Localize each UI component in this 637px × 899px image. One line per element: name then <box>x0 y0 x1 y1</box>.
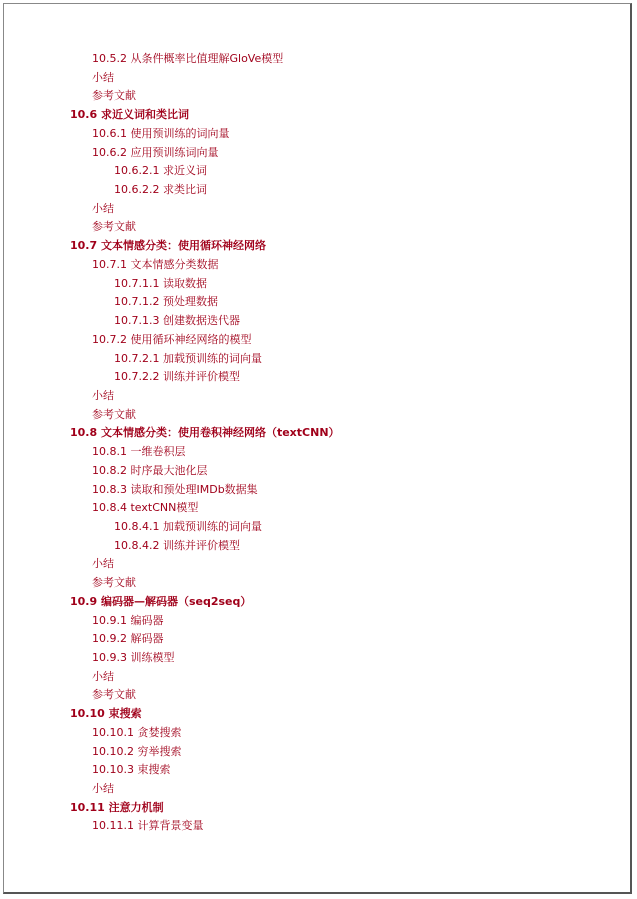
toc-subsection-link[interactable]: 小结 <box>92 557 114 571</box>
toc-section-link[interactable]: 10.10 束搜索 <box>70 707 142 721</box>
table-of-contents <box>4 50 630 836</box>
toc-subsubsection-link[interactable]: 10.7.1.1 读取数据 <box>114 276 207 290</box>
toc-subsection-link[interactable]: 10.7.2 使用循环神经网络的模型 <box>92 332 252 346</box>
toc-subsection-link[interactable]: 参考文献 <box>92 407 136 421</box>
toc-subsection-link[interactable]: 10.10.3 束搜索 <box>92 763 171 777</box>
toc-subsection-link[interactable]: 小结 <box>92 669 114 683</box>
toc-section-link[interactable]: 10.6 求近义词和类比词 <box>70 108 189 122</box>
toc-subsection-link[interactable]: 10.8.1 一维卷积层 <box>92 445 186 459</box>
document-page <box>3 3 632 894</box>
toc-subsection-link[interactable]: 参考文献 <box>92 220 136 234</box>
toc-subsection-link[interactable]: 10.10.1 贪婪搜索 <box>92 725 182 739</box>
toc-subsection-link[interactable]: 参考文献 <box>92 688 136 702</box>
toc-section-link[interactable]: 10.8 文本情感分类：使用卷积神经网络（textCNN） <box>70 426 340 440</box>
toc-subsection-link[interactable]: 10.8.4 textCNN模型 <box>92 501 199 515</box>
toc-subsubsection-link[interactable]: 10.7.2.1 加载预训练的词向量 <box>114 351 262 365</box>
toc-subsubsection-link[interactable]: 10.8.4.2 训练并评价模型 <box>114 538 240 552</box>
toc-subsubsection-link[interactable]: 10.7.1.3 创建数据迭代器 <box>114 314 240 328</box>
toc-subsubsection-link[interactable]: 10.7.2.2 训练并评价模型 <box>114 370 240 384</box>
toc-subsection-link[interactable]: 小结 <box>92 782 114 796</box>
toc-subsection-link[interactable]: 10.8.3 读取和预处理IMDb数据集 <box>92 482 258 496</box>
toc-subsubsection-link[interactable]: 10.8.4.1 加载预训练的词向量 <box>114 519 262 533</box>
toc-subsection-link[interactable]: 10.8.2 时序最大池化层 <box>92 463 208 477</box>
toc-subsection-link[interactable]: 10.9.2 解码器 <box>92 632 164 646</box>
toc-subsection-link[interactable]: 小结 <box>92 70 114 84</box>
toc-subsection-link[interactable]: 10.6.2 应用预训练词向量 <box>92 145 219 159</box>
toc-subsection-link[interactable]: 参考文献 <box>92 89 136 103</box>
toc-subsection-link[interactable]: 小结 <box>92 201 114 215</box>
toc-subsection-link[interactable]: 10.7.1 文本情感分类数据 <box>92 257 219 271</box>
toc-subsection-link[interactable]: 10.9.3 训练模型 <box>92 651 175 664</box>
toc-subsubsection-link[interactable]: 10.6.2.1 求近义词 <box>114 164 207 178</box>
toc-subsection-link[interactable]: 10.9.1 编码器 <box>92 613 164 627</box>
toc-subsection-link[interactable]: 小结 <box>92 388 114 402</box>
toc-section-link[interactable]: 10.7 文本情感分类：使用循环神经网络 <box>70 239 266 253</box>
toc-subsection-link[interactable]: 10.5.2 从条件概率比值理解GloVe模型 <box>92 52 284 65</box>
toc-subsubsection-link[interactable]: 10.7.1.2 预处理数据 <box>114 295 218 309</box>
toc-subsection-link[interactable]: 10.6.1 使用预训练的词向量 <box>92 126 230 140</box>
toc-subsection-link[interactable]: 参考文献 <box>92 576 136 590</box>
toc-subsubsection-link[interactable]: 10.6.2.2 求类比词 <box>114 183 207 197</box>
toc-section-link[interactable]: 10.9 编码器—解码器（seq2seq） <box>70 594 252 608</box>
toc-section-link[interactable]: 10.11 注意力机制 <box>70 800 164 814</box>
toc-subsection-link[interactable]: 10.11.1 计算背景变量 <box>92 819 204 833</box>
toc-subsection-link[interactable]: 10.10.2 穷举搜索 <box>92 744 182 758</box>
